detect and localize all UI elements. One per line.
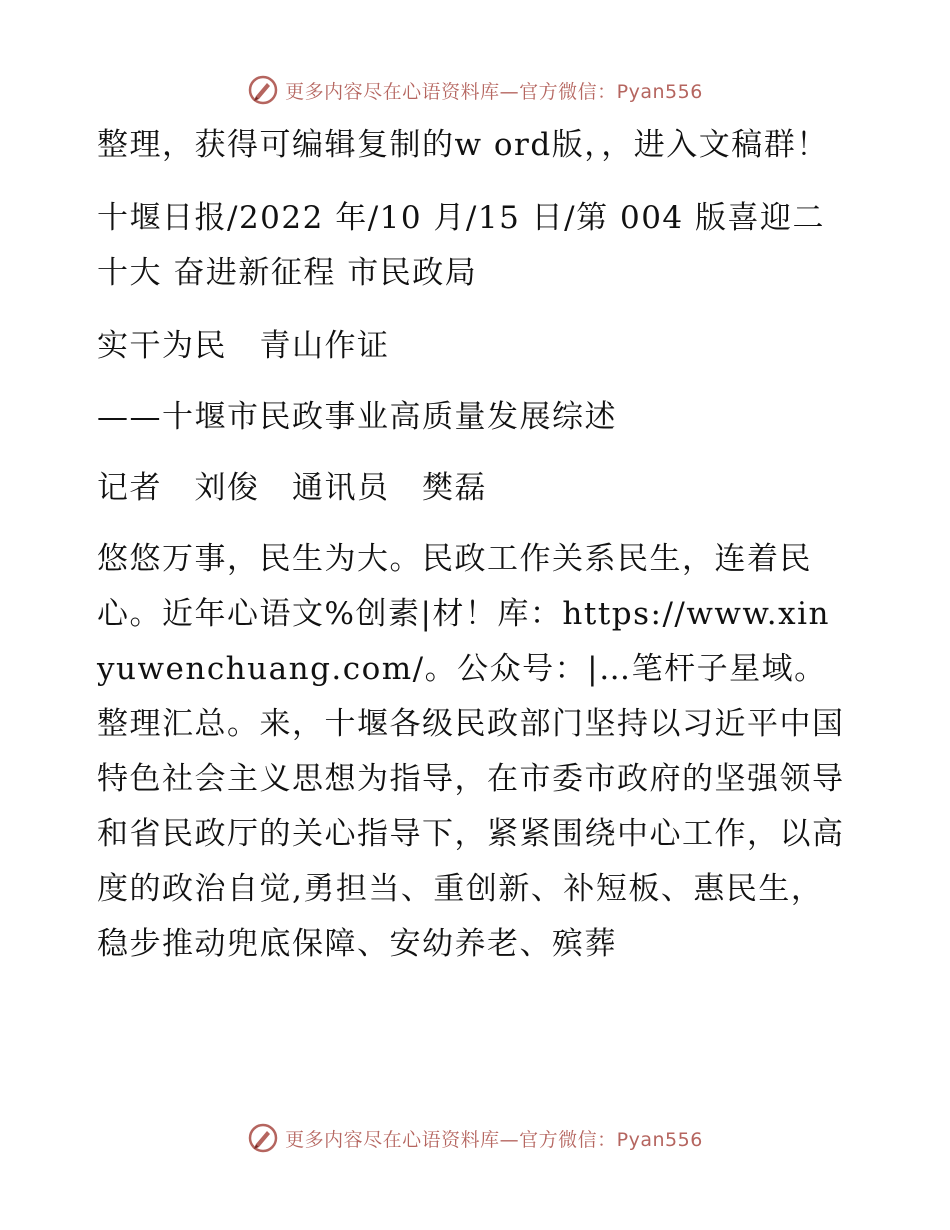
footer-watermark [0, 1122, 950, 1154]
paragraph-source: 十堰日报/2022 年/10 月/15 日/第 004 版喜迎二十大 奋进新征程 市民政局 [97, 200, 826, 291]
article-byline: 记者 刘俊 通讯员 樊磊 [97, 470, 487, 506]
watermark-text: 更多内容尽在心语资料库—官方微信：Pyan556 [285, 80, 703, 103]
pen-logo-icon [247, 1122, 279, 1154]
article-title: 实干为民 青山作证 [97, 328, 390, 364]
pen-logo-icon [247, 74, 279, 106]
document-body [97, 118, 849, 990]
watermark-text: 更多内容尽在心语资料库—官方微信：Pyan556 [285, 1128, 703, 1151]
article-subtitle: ——十堰市民政事业高质量发展综述 [97, 399, 617, 435]
paragraph-intro: 整理，获得可编辑复制的w ord版，，进入文稿群！ [97, 127, 829, 163]
paragraph-body: 悠悠万事，民生为大。民政工作关系民生，连着民心。近年心语文%创素|材！库：https://www.xinyuwenchuang.com/。公众号：|…笔杆子星域。整理汇总。来，十堰各级民政部门坚持以习近平中国特色社会主义思想为指导，在市委市政府的坚强领导和省民政厅的关心指导下，紧紧围绕中心工作，以高度的政治自觉,勇担当、重创新、补短板、惠民生，稳步推动兜底保障、安幼养老、殡葬 [97, 541, 845, 962]
header-watermark [0, 74, 950, 106]
